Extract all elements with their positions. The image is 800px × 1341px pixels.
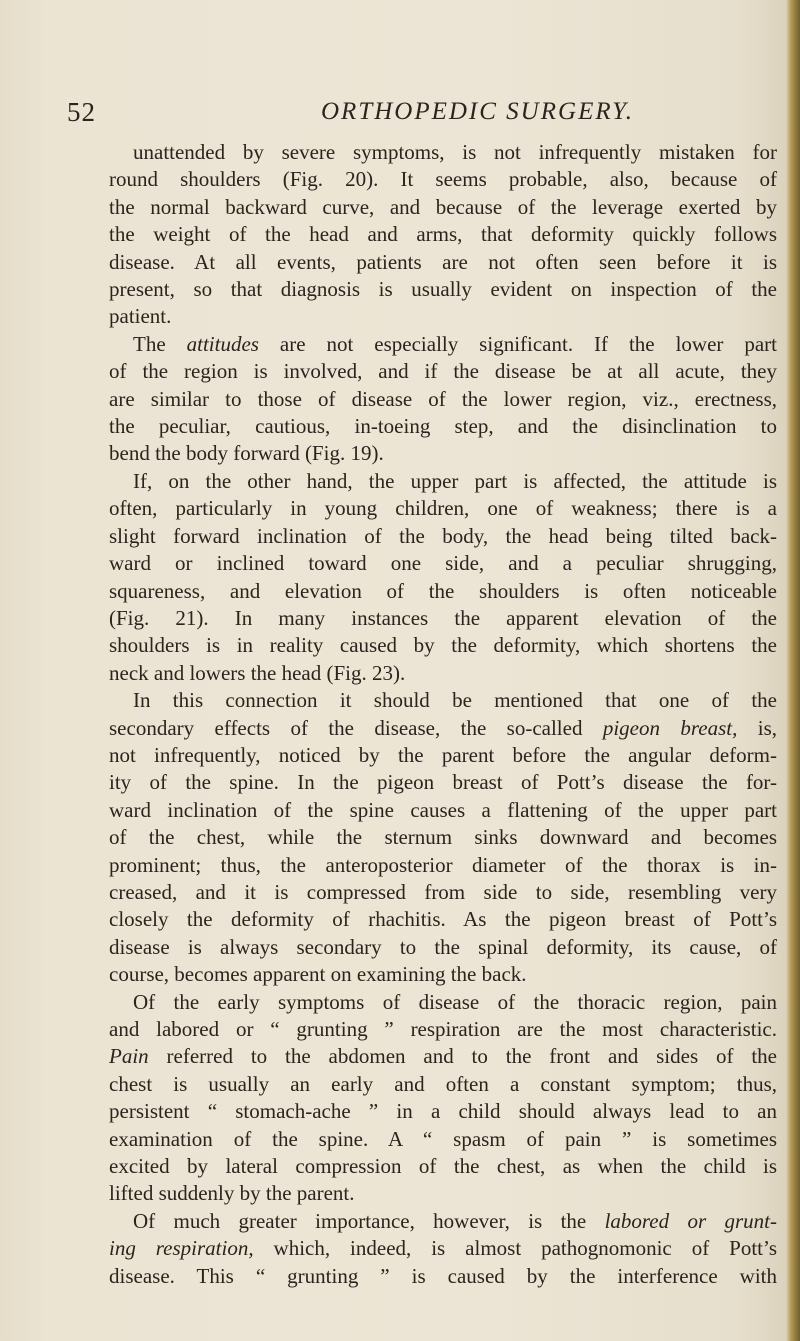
paragraph [109, 1208, 777, 1290]
text-line: The attitudes are not especially significant. If the lower part [133, 331, 777, 356]
text-line: prominent; thus, the anteroposterior diameter of the thorax is in- [109, 852, 777, 877]
text-line: and labored or “ grunting ” respiration are the most characteristic. [109, 1017, 777, 1041]
text-line: lifted suddenly by the parent. [109, 1181, 355, 1206]
italic-text: Pain [109, 1044, 149, 1069]
paragraph [109, 468, 777, 687]
text-line: Pain referred to the abdomen and to the front and sides of the [109, 1044, 777, 1069]
text-line: round shoulders (Fig. 20). It seems probable, also, because of [109, 167, 777, 192]
text-line: bend the body forward (Fig. 19). [109, 441, 384, 466]
text-line: Of much greater importance, however, is the labored or grunt- [133, 1208, 777, 1233]
paragraph [109, 331, 777, 468]
text-line: excited by lateral compression of the chest, as when the child is [109, 1154, 777, 1179]
text-line: neck and lowers the head (Fig. 23). [109, 660, 406, 685]
text-line: disease. This “ grunting ” is caused by the interference with [109, 1263, 777, 1288]
text-line: are similar to those of disease of the lower region, viz., erectness, [109, 386, 777, 411]
text-line: unattended by severe symptoms, is not infrequently mistaken for [133, 140, 777, 164]
text-line: disease is always secondary to the spinal deformity, its cause, of [109, 934, 777, 959]
italic-text: attitudes [186, 331, 259, 356]
text-line: ing respiration, which, indeed, is almost pathognomonic of Pott’s [109, 1236, 777, 1261]
text-line: shoulders is in reality caused by the deformity, which shortens the [109, 633, 777, 658]
text-line: If, on the other hand, the upper part is affected, the attitude is [133, 468, 777, 493]
body-text [109, 139, 777, 1290]
text-line: Of the early symptoms of disease of the thoracic region, pain [133, 989, 777, 1014]
text-line: the peculiar, cautious, in-toeing step, and the disinclination to [109, 414, 777, 439]
text-line: In this connection it should be mentioned that one of the [133, 688, 777, 713]
text-line: secondary effects of the disease, the so-called pigeon breast, is, [109, 715, 777, 740]
text-line: (Fig. 21). In many instances the apparent elevation of the [109, 605, 777, 630]
paragraph [109, 687, 777, 988]
text-line: persistent “ stomach-ache ” in a child should always lead to an [109, 1099, 777, 1124]
italic-text: labored or grunt- [604, 1208, 777, 1233]
text-line: squareness, and elevation of the shoulders is often noticeable [109, 578, 777, 603]
text-line: chest is usually an early and often a constant symptom; thus, [109, 1071, 777, 1096]
running-title: ORTHOPEDIC SURGERY. [321, 98, 635, 125]
text-line: not infrequently, noticed by the parent before the angular deform- [109, 742, 777, 767]
italic-text: pigeon breast, [602, 715, 738, 740]
text-line: of the chest, while the sternum sinks downward and becomes [109, 825, 777, 850]
paragraph [109, 139, 777, 331]
text-line: the weight of the head and arms, that deformity quickly follows [109, 222, 777, 247]
italic-text: ing respiration, [109, 1236, 254, 1261]
page-edge-shadow [786, 0, 800, 1341]
text-line: often, particularly in young children, one of weakness; there is a [109, 496, 777, 521]
text-line: slight forward inclination of the body, the head being tilted back- [109, 523, 777, 548]
page-number: 52 [67, 97, 96, 127]
text-line: disease. At all events, patients are not often seen before it is [109, 249, 777, 274]
text-line: of the region is involved, and if the disease be at all acute, they [109, 359, 777, 384]
page-header [0, 97, 800, 137]
text-line: closely the deformity of rhachitis. As the pigeon breast of Pott’s [109, 907, 777, 932]
paragraph [109, 989, 777, 1208]
text-line: course, becomes apparent on examining the back. [109, 962, 527, 987]
text-line: patient. [109, 304, 172, 329]
text-line: ward or inclined toward one side, and a peculiar shrugging, [109, 551, 777, 576]
text-line: creased, and it is compressed from side to side, resembling very [109, 879, 777, 904]
text-line: examination of the spine. A “ spasm of pain ” is sometimes [109, 1126, 777, 1151]
text-line: the normal backward curve, and because of the leverage exerted by [109, 194, 777, 219]
text-line: ity of the spine. In the pigeon breast of Pott’s disease the for- [109, 770, 777, 795]
text-line: ward inclination of the spine causes a flattening of the upper part [109, 797, 777, 822]
text-line: present, so that diagnosis is usually evident on inspection of the [109, 277, 777, 302]
